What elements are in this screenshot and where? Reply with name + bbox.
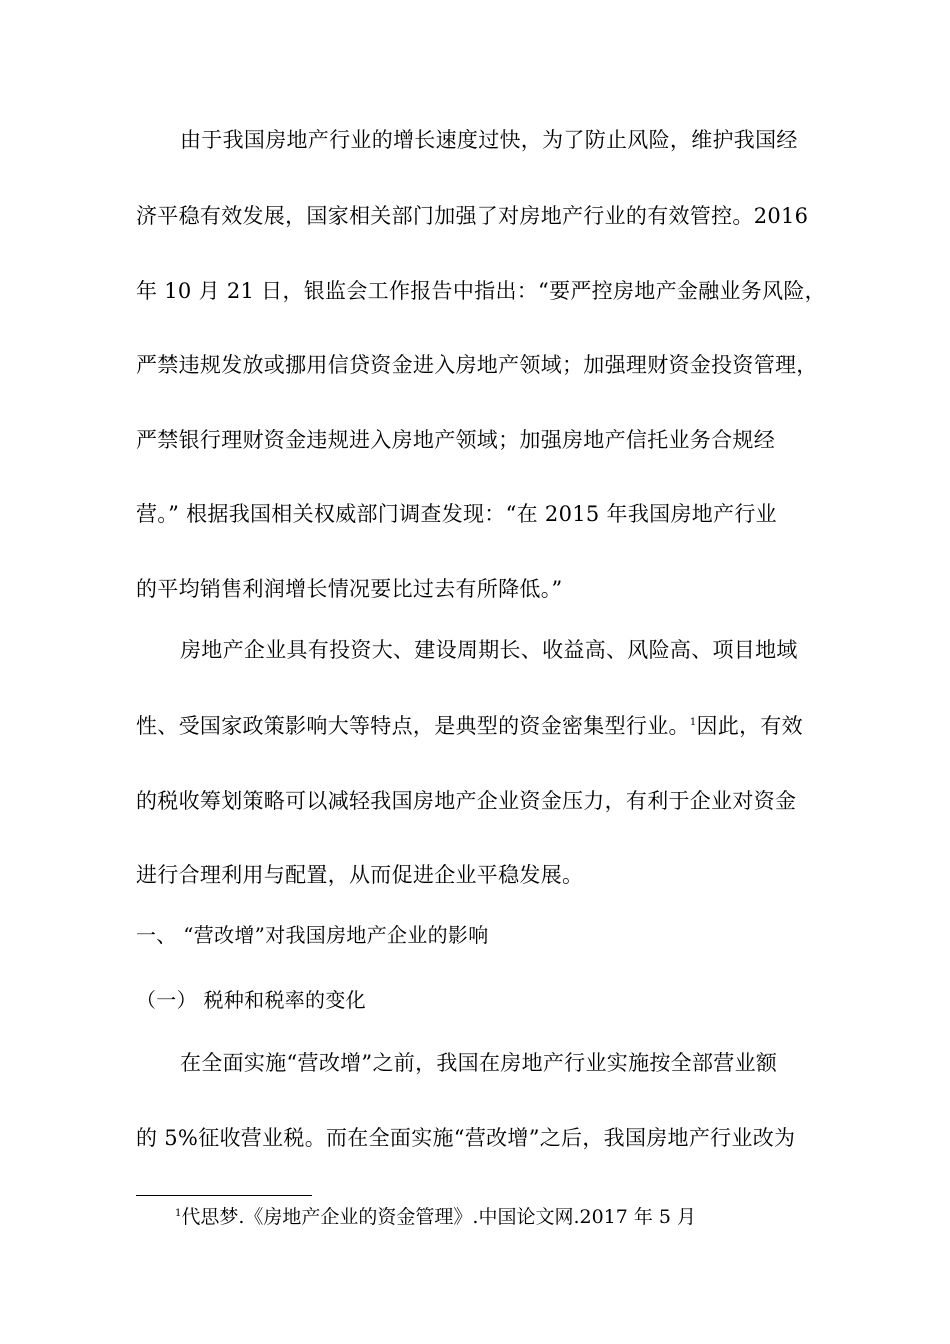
paragraph-2-line-2-text: 性、受国家政策影响大等特点，是典型的资金密集型行业。 xyxy=(136,714,690,738)
paragraph-2-line-2-tail: 因此，有效 xyxy=(696,714,803,738)
paragraph-1-line-5: 严禁银行理财资金违规进入房地产领域；加强房地产信托业务合规经 xyxy=(136,428,775,452)
paragraph-1-line-7: 的平均销售利润增长情况要比过去有所降低。” xyxy=(136,577,563,601)
paragraph-2-line-4: 进行合理利用与配置，从而促进企业平稳发展。 xyxy=(136,863,584,887)
paragraph-1-line-1: 由于我国房地产行业的增长速度过快，为了防止风险，维护我国经 xyxy=(180,128,798,152)
paragraph-1-line-4: 严禁违规发放或挪用信贷资金进入房地产领域；加强理财资金投资管理， xyxy=(136,353,818,377)
subsection-heading: （一） 税种和税率的变化 xyxy=(136,988,366,1012)
paragraph-1-line-3: 年 10 月 21 日，银监会工作报告中指出：“要严控房地产金融业务风险， xyxy=(136,279,826,303)
paragraph-3-line-1: 在全面实施“营改增”之前，我国在房地产行业实施按全部营业额 xyxy=(180,1051,778,1075)
section-heading: 一、 “营改增”对我国房地产企业的影响 xyxy=(136,923,489,947)
paragraph-2-line-3: 的税收筹划策略可以减轻我国房地产企业资金压力，有利于企业对资金 xyxy=(136,789,797,813)
paragraph-2-line-1: 房地产企业具有投资大、建设周期长、收益高、风险高、项目地域 xyxy=(180,638,798,662)
footnote-separator xyxy=(136,1195,312,1196)
footnote-reference[interactable]: 1 xyxy=(689,717,697,728)
footnote-text: 代思梦.《房地产企业的资金管理》.中国论文网.2017 年 5 月 xyxy=(181,1206,697,1228)
footnote-mark: 1 xyxy=(175,1208,182,1219)
paragraph-2-line-2 xyxy=(136,711,803,741)
footnote xyxy=(175,1204,696,1230)
paragraph-1-line-2: 济平稳有效发展，国家相关部门加强了对房地产行业的有效管控。2016 xyxy=(136,204,809,228)
paragraph-1-line-6: 营。” 根据我国相关权威部门调查发现：“在 2015 年我国房地产行业 xyxy=(136,502,777,526)
paragraph-3-line-2: 的 5%征收营业税。而在全面实施“营改增”之后，我国房地产行业改为 xyxy=(136,1126,796,1150)
